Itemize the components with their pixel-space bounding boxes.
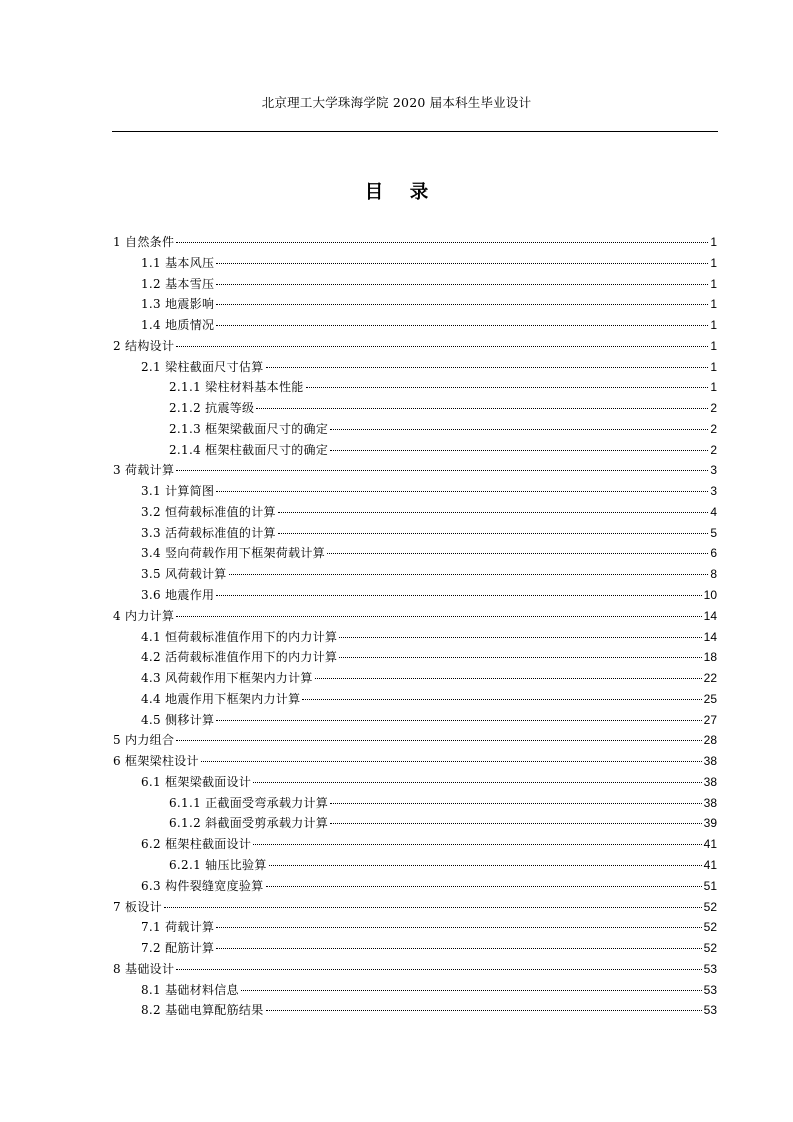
toc-entry[interactable] — [113, 898, 717, 919]
dot-leader — [256, 408, 708, 409]
header-divider — [112, 131, 718, 132]
toc-page-number: 4 — [710, 504, 717, 519]
toc-page-number: 39 — [703, 816, 717, 831]
dot-leader — [216, 263, 708, 264]
toc-entry[interactable] — [113, 939, 717, 960]
toc-entry-title: 3.3 活荷载标准值的计算 — [141, 525, 276, 540]
toc-entry-title: 3.5 风荷载计算 — [141, 567, 227, 582]
toc-entry[interactable] — [113, 254, 717, 275]
toc-page-number: 6 — [710, 546, 717, 561]
toc-entry[interactable] — [113, 731, 717, 752]
toc-entry-title: 3.2 恒荷载标准值的计算 — [141, 504, 276, 519]
toc-page-number: 28 — [703, 733, 717, 748]
toc-entry[interactable] — [113, 503, 717, 524]
toc-entry-title: 1 自然条件 — [113, 235, 175, 249]
toc-entry-title: 3.4 竖向荷载作用下框架荷载计算 — [141, 546, 325, 561]
toc-page-number: 5 — [710, 525, 717, 540]
toc-page-number: 53 — [703, 1003, 717, 1018]
toc-page-number: 2 — [710, 401, 717, 416]
toc-page-number: 8 — [710, 567, 717, 582]
dot-leader — [302, 699, 701, 700]
toc-entry-title: 4.5 侧移计算 — [141, 712, 215, 727]
toc-page-number: 38 — [703, 754, 717, 769]
toc-entry[interactable] — [113, 295, 717, 316]
toc-entry[interactable] — [113, 482, 717, 503]
dot-leader — [253, 844, 701, 845]
dot-leader — [253, 782, 701, 783]
toc-entry-title: 3.6 地震作用 — [141, 588, 215, 603]
dot-leader — [176, 969, 701, 970]
toc-entry[interactable] — [113, 420, 717, 441]
toc-entry-title: 1.1 基本风压 — [141, 255, 215, 270]
toc-entry[interactable] — [113, 233, 717, 254]
toc-entry-title: 7.2 配筋计算 — [141, 941, 215, 956]
toc-entry-title: 6.2.1 轴压比验算 — [169, 857, 267, 872]
dot-leader — [216, 720, 701, 721]
toc-entry[interactable] — [113, 565, 717, 586]
toc-entry-title: 1.2 基本雪压 — [141, 276, 215, 291]
dot-leader — [339, 637, 701, 638]
dot-leader — [176, 740, 701, 741]
toc-entry[interactable] — [113, 316, 717, 337]
toc-page-number: 41 — [703, 837, 717, 852]
toc-page-number: 38 — [703, 795, 717, 810]
dot-leader — [164, 907, 702, 908]
dot-leader — [176, 346, 708, 347]
toc-page-number: 53 — [703, 982, 717, 997]
dot-leader — [216, 304, 708, 305]
dot-leader — [201, 761, 702, 762]
dot-leader — [176, 616, 701, 617]
toc-entry[interactable] — [113, 1001, 717, 1022]
toc-entry[interactable] — [113, 358, 717, 379]
dot-leader — [327, 553, 708, 554]
toc-entry[interactable] — [113, 461, 717, 482]
toc-page-number: 18 — [703, 650, 717, 665]
toc-title: 目 录 — [364, 182, 439, 203]
toc-page-number: 1 — [710, 359, 717, 374]
toc-entry-title: 8.2 基础电算配筋结果 — [141, 1003, 264, 1018]
toc-entry[interactable] — [113, 586, 717, 607]
dot-leader — [216, 284, 708, 285]
dot-leader — [315, 678, 702, 679]
toc-page-number: 1 — [710, 255, 717, 270]
toc-page-number: 1 — [710, 380, 717, 395]
toc-entry-title: 6.3 构件裂缝宽度验算 — [141, 878, 264, 893]
toc-entry-title: 6 框架梁柱设计 — [113, 754, 199, 769]
toc-page-number: 1 — [710, 276, 717, 291]
toc-page-number: 51 — [703, 878, 717, 893]
toc-page-number: 22 — [703, 671, 717, 686]
toc-entry-title: 6.1.1 正截面受弯承载力计算 — [169, 795, 329, 810]
toc-page-number: 2 — [710, 421, 717, 436]
toc-entry[interactable] — [113, 711, 717, 732]
toc-entry-title: 5 内力组合 — [113, 733, 175, 748]
dot-leader — [330, 429, 708, 430]
toc-entry-title: 4.3 风荷载作用下框架内力计算 — [141, 671, 313, 686]
toc-entry-title: 8.1 基础材料信息 — [141, 982, 239, 997]
toc-entry[interactable] — [113, 544, 717, 565]
toc-entry-title: 4.1 恒荷载标准值作用下的内力计算 — [141, 629, 338, 644]
toc-entry[interactable] — [113, 690, 717, 711]
dot-leader — [266, 886, 702, 887]
toc-page-number: 52 — [703, 941, 717, 956]
dot-leader — [216, 595, 701, 596]
dot-leader — [269, 865, 702, 866]
toc-page-number: 1 — [710, 235, 717, 249]
toc-page-number: 3 — [710, 484, 717, 499]
toc-page-number: 52 — [703, 920, 717, 935]
dot-leader — [216, 948, 701, 949]
toc-entry[interactable] — [113, 441, 717, 462]
toc-entry-title: 1.3 地震影响 — [141, 297, 215, 312]
toc-page-number: 53 — [703, 961, 717, 976]
toc-entry-title: 6.2 框架柱截面设计 — [141, 837, 252, 852]
dot-leader — [216, 491, 708, 492]
toc-page-number: 14 — [703, 629, 717, 644]
dot-leader — [278, 512, 709, 513]
toc-page-number: 2 — [710, 442, 717, 457]
toc-entry[interactable] — [113, 814, 717, 835]
toc-entry-title: 7.1 荷载计算 — [141, 920, 215, 935]
dot-leader — [241, 990, 702, 991]
toc-entry[interactable] — [113, 794, 717, 815]
toc-entry-title: 6.1.2 斜截面受剪承载力计算 — [169, 816, 329, 831]
dot-leader — [266, 1010, 702, 1011]
toc-page-number: 41 — [703, 857, 717, 872]
toc-page-number: 52 — [703, 899, 717, 914]
toc-entry-title: 2.1.4 框架柱截面尺寸的确定 — [169, 442, 329, 457]
toc-page-number: 1 — [710, 338, 717, 353]
table-of-contents — [113, 233, 717, 1022]
toc-page-number: 27 — [703, 712, 717, 727]
toc-entry-title: 2.1.1 梁柱材料基本性能 — [169, 380, 304, 395]
toc-entry[interactable] — [113, 856, 717, 877]
toc-page-number: 1 — [710, 318, 717, 333]
toc-entry[interactable] — [113, 524, 717, 545]
toc-entry[interactable] — [113, 648, 717, 669]
toc-entry-title: 4 内力计算 — [113, 608, 175, 623]
toc-entry-title: 2.1.3 框架梁截面尺寸的确定 — [169, 421, 329, 436]
dot-leader — [266, 367, 709, 368]
toc-entry[interactable] — [113, 752, 717, 773]
toc-page-number: 38 — [703, 774, 717, 789]
toc-page-number: 3 — [710, 463, 717, 478]
toc-entry-title: 4.2 活荷载标准值作用下的内力计算 — [141, 650, 338, 665]
toc-entry-title: 3.1 计算简图 — [141, 484, 215, 499]
dot-leader — [278, 533, 709, 534]
toc-entry[interactable] — [113, 918, 717, 939]
dot-leader — [330, 450, 708, 451]
toc-entry[interactable] — [113, 773, 717, 794]
toc-entry[interactable] — [113, 378, 717, 399]
toc-entry-title: 4.4 地震作用下框架内力计算 — [141, 691, 301, 706]
toc-entry[interactable] — [113, 835, 717, 856]
toc-entry-title: 2.1.2 抗震等级 — [169, 401, 255, 416]
dot-leader — [176, 242, 708, 243]
toc-entry[interactable] — [113, 399, 717, 420]
dot-leader — [330, 823, 701, 824]
toc-entry-title: 2 结构设计 — [113, 338, 175, 353]
toc-entry-title: 1.4 地质情况 — [141, 318, 215, 333]
page-header: 北京理工大学珠海学院 2020 届本科生毕业设计 — [261, 95, 532, 110]
dot-leader — [229, 574, 709, 575]
toc-entry-title: 8 基础设计 — [113, 961, 175, 976]
toc-entry-title: 2.1 梁柱截面尺寸估算 — [141, 359, 264, 374]
dot-leader — [339, 657, 701, 658]
toc-entry[interactable] — [113, 337, 717, 358]
toc-entry-title: 3 荷载计算 — [113, 463, 175, 478]
toc-entry[interactable] — [113, 981, 717, 1002]
dot-leader — [216, 325, 708, 326]
toc-entry[interactable] — [113, 607, 717, 628]
toc-entry[interactable] — [113, 275, 717, 296]
toc-entry[interactable] — [113, 669, 717, 690]
dot-leader — [306, 387, 709, 388]
dot-leader — [216, 927, 701, 928]
toc-page-number: 14 — [703, 608, 717, 623]
toc-entry-title: 7 板设计 — [113, 899, 162, 914]
toc-page-number: 25 — [703, 691, 717, 706]
toc-page-number: 10 — [703, 588, 717, 603]
toc-entry-title: 6.1 框架梁截面设计 — [141, 774, 252, 789]
toc-entry[interactable] — [113, 960, 717, 981]
toc-entry[interactable] — [113, 628, 717, 649]
toc-entry[interactable] — [113, 877, 717, 898]
dot-leader — [176, 470, 708, 471]
dot-leader — [330, 803, 701, 804]
toc-page-number: 1 — [710, 297, 717, 312]
